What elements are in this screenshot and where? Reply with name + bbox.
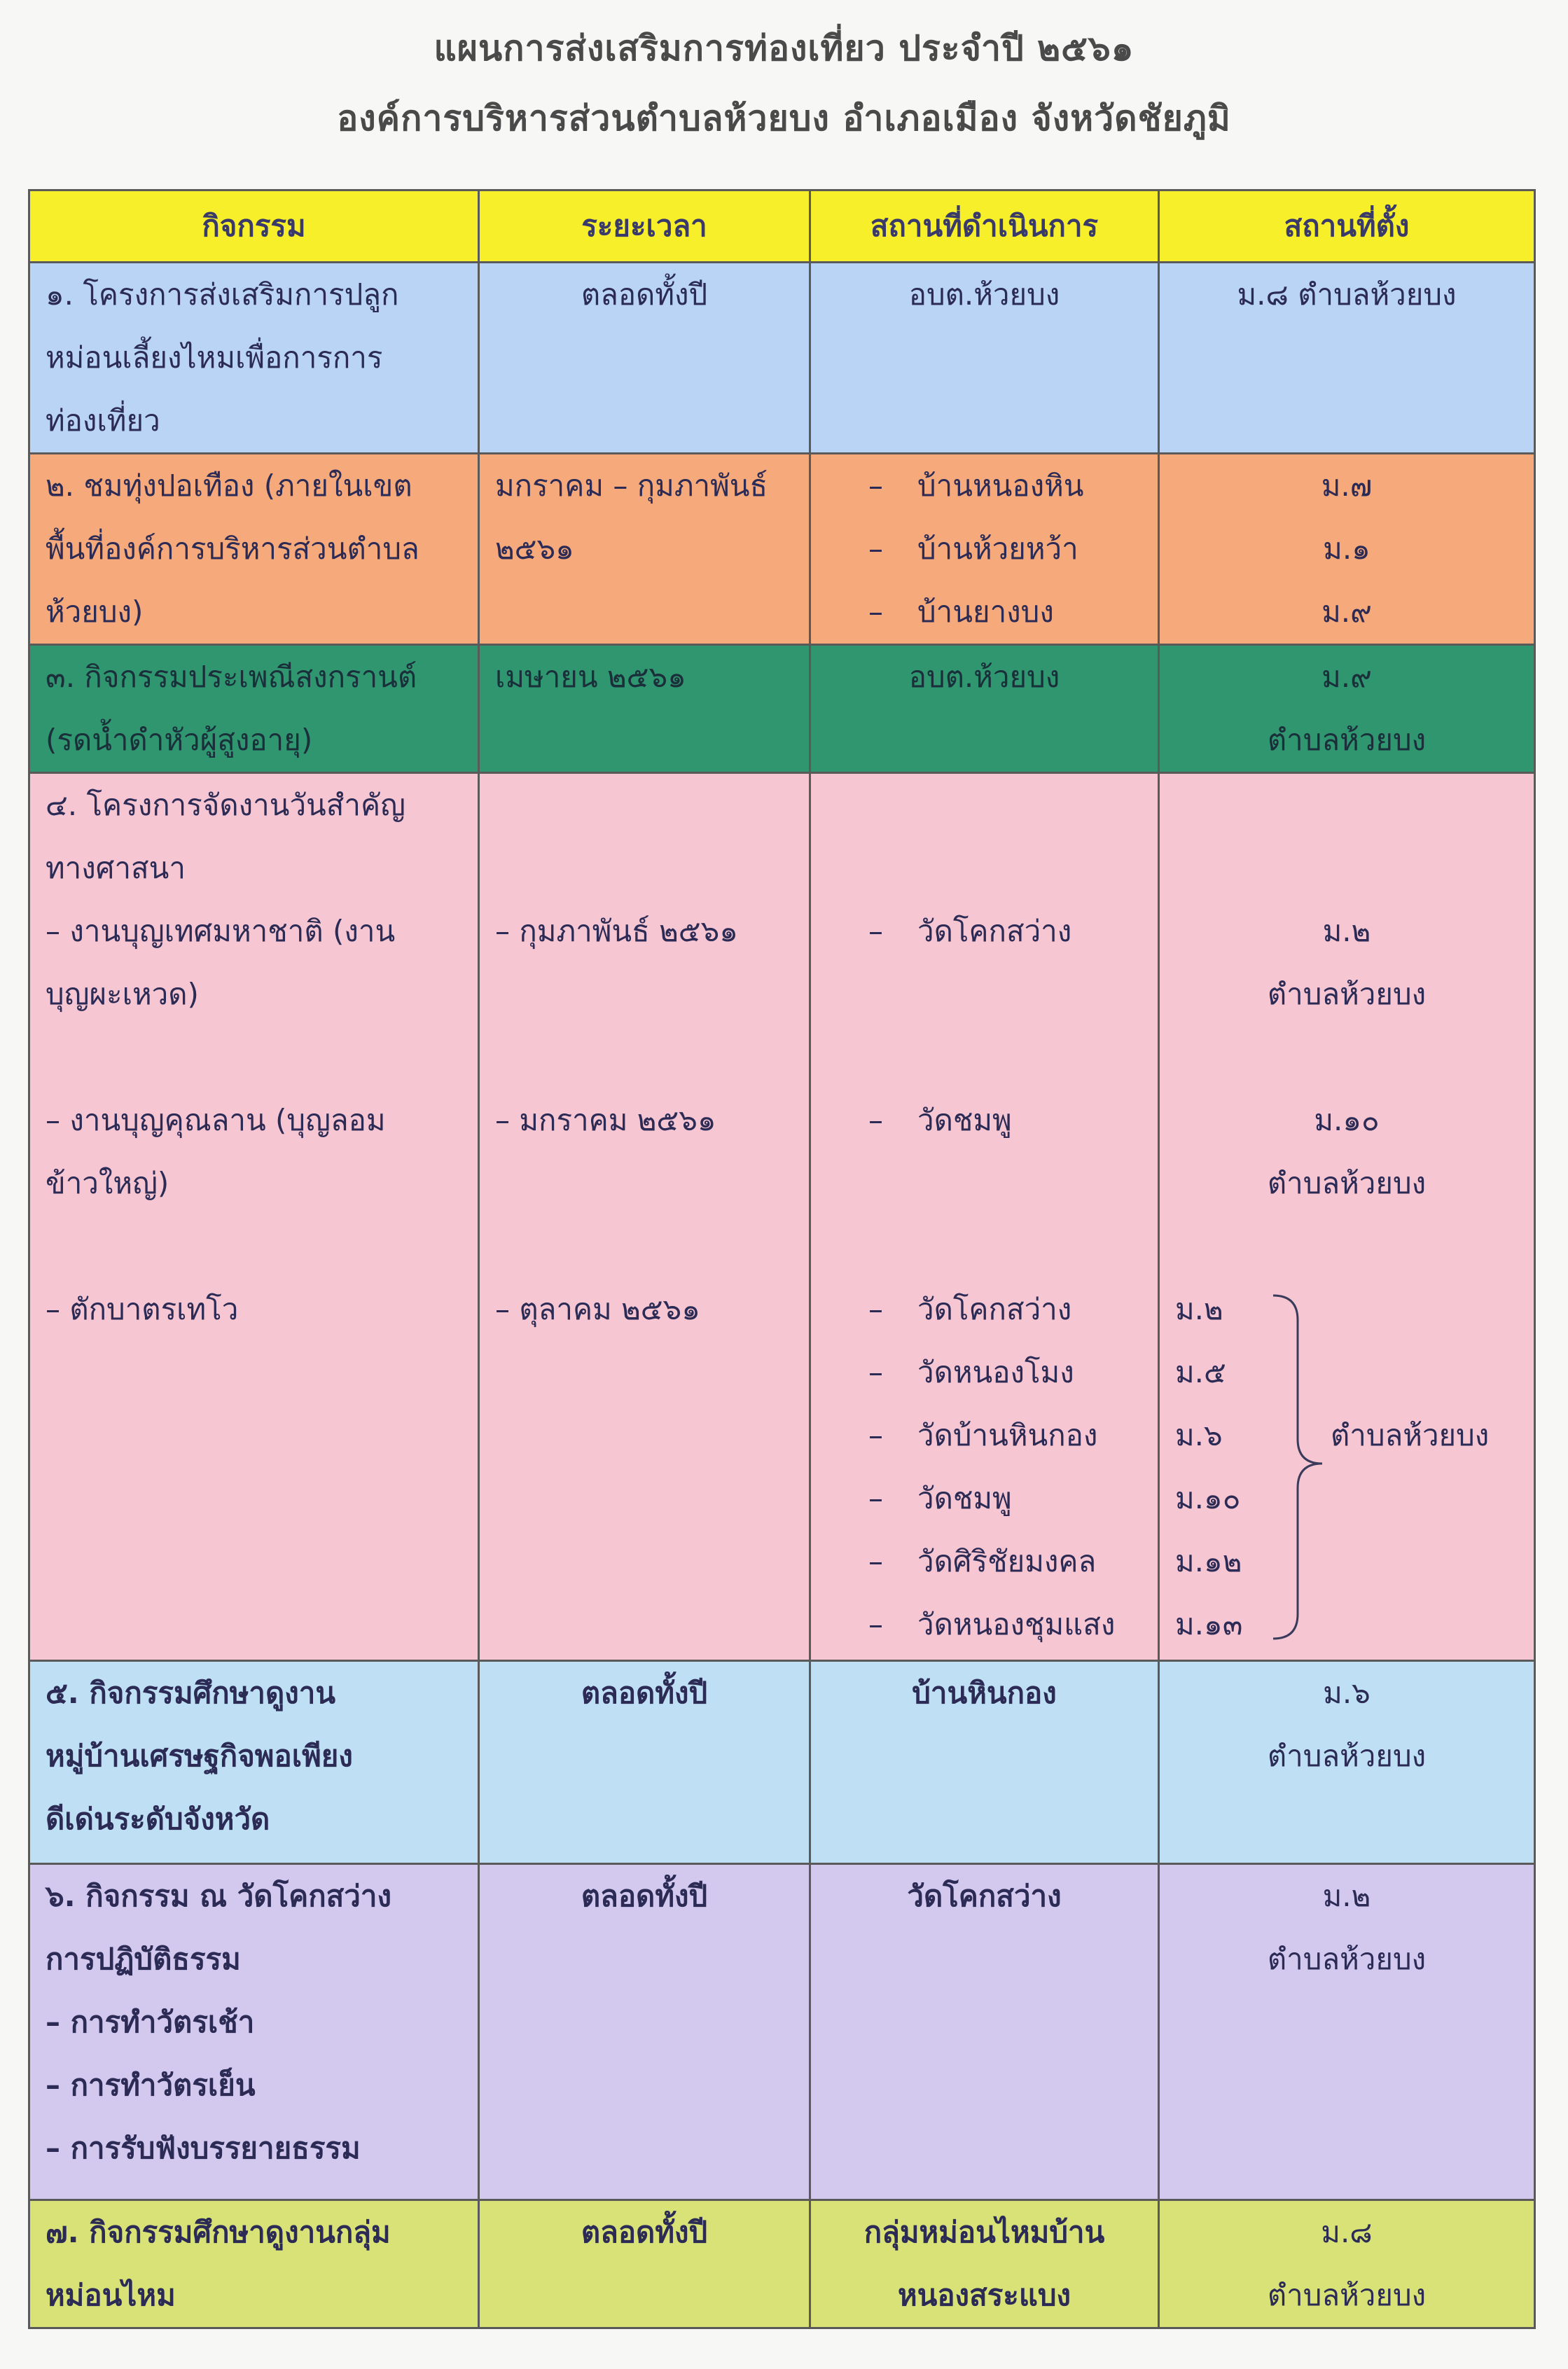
period-cell bbox=[479, 773, 810, 1661]
spacer bbox=[826, 774, 1142, 900]
activity-line: – การทำวัตรเช้า bbox=[46, 2005, 255, 2039]
dash: – bbox=[868, 532, 883, 566]
venue-line bbox=[826, 581, 1142, 644]
spacer bbox=[495, 963, 793, 1089]
header-activity: กิจกรรม bbox=[29, 190, 479, 263]
sub-activity-line: – ตักบาตรเทโว bbox=[46, 1292, 239, 1326]
period-cell bbox=[479, 1864, 810, 2200]
dash: – bbox=[868, 1418, 883, 1452]
location-cell bbox=[1159, 645, 1535, 773]
spacer bbox=[1175, 1026, 1518, 1089]
location-line: ตำบลห้วยบง bbox=[1267, 2278, 1427, 2312]
activity-cell bbox=[29, 1661, 479, 1864]
table-row bbox=[29, 263, 1535, 454]
moo-item: ม.๑๒ bbox=[1175, 1544, 1242, 1578]
dash: – bbox=[868, 914, 883, 948]
period-text: เมษายน ๒๕๖๑ bbox=[495, 660, 686, 694]
spacer bbox=[495, 774, 793, 900]
tourism-plan-table bbox=[28, 189, 1536, 2329]
location-line: ม.๗ bbox=[1321, 468, 1373, 503]
dash: – bbox=[868, 595, 883, 629]
venue-cell bbox=[810, 454, 1159, 645]
period-text: ตลอดทั้งปี bbox=[581, 1676, 708, 1710]
sub-activity-line: บุญผะเหวด) bbox=[46, 977, 199, 1011]
venue-cell bbox=[810, 645, 1159, 773]
venue-line bbox=[826, 1467, 1142, 1530]
period-cell bbox=[479, 645, 810, 773]
venue-text: วัดหนองชุมแสง bbox=[917, 1607, 1116, 1641]
location-line: ม.๘ bbox=[1321, 2215, 1373, 2249]
period-line: – มกราคม ๒๕๖๑ bbox=[495, 1103, 716, 1137]
location-line: ม.๙ bbox=[1321, 595, 1372, 629]
activity-line: หม่อนไหม bbox=[46, 2278, 176, 2312]
location-line: ม.๖ bbox=[1323, 1676, 1371, 1710]
location-cell bbox=[1159, 1864, 1535, 2200]
activity-line: ๒. ชมทุ่งปอเทือง (ภายในเขต bbox=[46, 468, 412, 503]
table-row bbox=[29, 645, 1535, 773]
header-venue: สถานที่ดำเนินการ bbox=[810, 190, 1159, 263]
spacer bbox=[46, 1026, 462, 1089]
venue-text: วัดหนองโมง bbox=[917, 1355, 1074, 1389]
header-period: ระยะเวลา bbox=[479, 190, 810, 263]
venue-line bbox=[826, 1530, 1142, 1593]
venue-text: บ้านยางบง bbox=[917, 595, 1054, 629]
venue-line: กลุ่มหม่อนไหมบ้าน bbox=[863, 2215, 1105, 2249]
venue-text: วัดบ้านหินกอง bbox=[917, 1418, 1098, 1452]
moo-item: ม.๕ bbox=[1175, 1355, 1226, 1389]
activity-line: ท่องเที่ยว bbox=[46, 403, 160, 438]
dash: – bbox=[868, 1103, 883, 1137]
activity-cell bbox=[29, 773, 479, 1661]
venue-line bbox=[826, 1089, 1142, 1152]
activity-line: หมู่บ้านเศรษฐกิจพอเพียง bbox=[46, 1739, 353, 1773]
venue-text: บ้านหินกอง bbox=[912, 1676, 1057, 1710]
venue-text: อบต.ห้วยบง bbox=[908, 660, 1060, 694]
spacer bbox=[826, 963, 1142, 1089]
period-text: ตลอดทั้งปี bbox=[581, 1879, 708, 1913]
location-cell bbox=[1159, 263, 1535, 454]
activity-line: ๗. กิจกรรมศึกษาดูงานกลุ่ม bbox=[46, 2215, 391, 2249]
location-label: ตำบลห้วยบง bbox=[1331, 1418, 1490, 1452]
venue-text: บ้านหนองหิน bbox=[917, 468, 1084, 503]
venue-text: วัดชมพู bbox=[917, 1481, 1012, 1515]
location-line: ม.๙ bbox=[1321, 660, 1372, 694]
spacer bbox=[1175, 774, 1518, 900]
period-line: ๒๕๖๑ bbox=[495, 532, 574, 566]
header-location: สถานที่ตั้ง bbox=[1159, 190, 1535, 263]
venue-text: วัดโคกสว่าง bbox=[917, 914, 1072, 948]
table-header-row bbox=[29, 190, 1535, 263]
activity-line: ๑. โครงการส่งเสริมการปลูก bbox=[46, 277, 399, 312]
location-line: ม.๑๐ bbox=[1314, 1103, 1380, 1137]
activity-cell bbox=[29, 2200, 479, 2328]
venue-line bbox=[826, 900, 1142, 963]
dash: – bbox=[868, 1481, 883, 1515]
period-cell bbox=[479, 263, 810, 454]
table-row bbox=[29, 1864, 1535, 2200]
venue-line bbox=[826, 1593, 1142, 1656]
activity-cell bbox=[29, 645, 479, 773]
activity-line: ห้วยบง) bbox=[46, 595, 144, 629]
activity-line: ดีเด่นระดับจังหวัด bbox=[46, 1802, 270, 1836]
activity-line: – การทำวัตรเย็น bbox=[46, 2068, 256, 2102]
activity-line: ๔. โครงการจัดงานวันสำคัญ bbox=[46, 788, 405, 822]
period-cell bbox=[479, 1661, 810, 1864]
activity-line: ๖. กิจกรรม ณ วัดโคกสว่าง bbox=[46, 1879, 391, 1913]
dash: – bbox=[868, 1607, 883, 1641]
venue-cell bbox=[810, 263, 1159, 454]
location-line: ม.๒ bbox=[1322, 1879, 1371, 1913]
period-text: ตลอดทั้งปี bbox=[581, 2215, 708, 2249]
activity-line: (รดน้ำดำหัวผู้สูงอายุ) bbox=[46, 723, 313, 757]
location-cell bbox=[1159, 1661, 1535, 1864]
location-cell bbox=[1159, 2200, 1535, 2328]
period-cell bbox=[479, 2200, 810, 2328]
moo-item: ม.๖ bbox=[1175, 1418, 1223, 1452]
dash: – bbox=[868, 1292, 883, 1326]
activity-cell bbox=[29, 263, 479, 454]
venue-line bbox=[826, 1278, 1142, 1341]
activity-line: ทางศาสนา bbox=[46, 851, 186, 885]
activity-line: พื้นที่องค์การบริหารส่วนตำบล bbox=[46, 532, 419, 566]
moo-item: ม.๑๐ bbox=[1175, 1481, 1241, 1515]
sub-activity-line: – งานบุญเทศมหาชาติ (งาน bbox=[46, 914, 396, 948]
activity-cell bbox=[29, 1864, 479, 2200]
activity-line: การปฏิบัติธรรม bbox=[46, 1942, 241, 1976]
spacer bbox=[1175, 1215, 1518, 1278]
table-row bbox=[29, 773, 1535, 1661]
venue-line bbox=[826, 517, 1142, 581]
venue-line: หนองสระแบง bbox=[897, 2278, 1071, 2312]
spacer bbox=[495, 1152, 793, 1278]
venue-text: วัดชมพู bbox=[917, 1103, 1012, 1137]
activity-line: หม่อนเลี้ยงไหมเพื่อการการ bbox=[46, 340, 383, 375]
venue-cell bbox=[810, 1661, 1159, 1864]
venue-line bbox=[826, 1341, 1142, 1404]
period-line: – ตุลาคม ๒๕๖๑ bbox=[495, 1292, 700, 1326]
location-line: ม.๒ bbox=[1322, 914, 1371, 948]
activity-line: ๓. กิจกรรมประเพณีสงกรานต์ bbox=[46, 660, 417, 694]
location-cell bbox=[1159, 773, 1535, 1661]
document-subtitle: องค์การบริหารส่วนตำบลห้วยบง อำเภอเมือง จังหวัดชัยภูมิ bbox=[337, 98, 1231, 139]
venue-line bbox=[826, 1404, 1142, 1467]
venue-text: วัดโคกสว่าง bbox=[917, 1292, 1072, 1326]
location-line: ตำบลห้วยบง bbox=[1267, 977, 1427, 1011]
table-row bbox=[29, 1661, 1535, 1864]
moo-item: ม.๑๓ bbox=[1175, 1607, 1243, 1641]
dash: – bbox=[868, 1544, 883, 1578]
venue-text: วัดศิริชัยมงคล bbox=[917, 1544, 1097, 1578]
moo-item: ม.๒ bbox=[1175, 1292, 1223, 1326]
venue-text: บ้านห้วยหว้า bbox=[917, 532, 1078, 566]
period-cell bbox=[479, 454, 810, 645]
period-line: – กุมภาพันธ์ ๒๕๖๑ bbox=[495, 914, 738, 948]
venue-cell bbox=[810, 2200, 1159, 2328]
spacer bbox=[826, 1152, 1142, 1278]
period-text: ตลอดทั้งปี bbox=[581, 277, 708, 312]
period-line: มกราคม – กุมภาพันธ์ bbox=[495, 468, 768, 503]
moo-list bbox=[1175, 1278, 1242, 1656]
location-cell bbox=[1159, 454, 1535, 645]
document-title: แผนการส่งเสริมการท่องเที่ยว ประจำปี ๒๕๖๑ bbox=[433, 28, 1135, 69]
venue-line bbox=[826, 454, 1142, 517]
curly-brace-icon bbox=[1270, 1292, 1326, 1642]
location-text: ม.๘ ตำบลห้วยบง bbox=[1237, 277, 1457, 312]
dash: – bbox=[868, 1355, 883, 1389]
spacer bbox=[46, 1215, 462, 1278]
venue-text: วัดโคกสว่าง bbox=[907, 1879, 1062, 1913]
venue-text: อบต.ห้วยบง bbox=[908, 277, 1060, 312]
activity-cell bbox=[29, 454, 479, 645]
location-line: ม.๑ bbox=[1323, 532, 1371, 566]
venue-cell bbox=[810, 1864, 1159, 2200]
location-line: ตำบลห้วยบง bbox=[1267, 1739, 1427, 1773]
table-row bbox=[29, 454, 1535, 645]
sub-activity-line: – งานบุญคุณลาน (บุญลอม bbox=[46, 1103, 386, 1137]
dash: – bbox=[868, 468, 883, 503]
location-line: ตำบลห้วยบง bbox=[1267, 723, 1427, 757]
activity-line: ๕. กิจกรรมศึกษาดูงาน bbox=[46, 1676, 336, 1710]
location-line: ตำบลห้วยบง bbox=[1267, 1942, 1427, 1976]
venue-cell bbox=[810, 773, 1159, 1661]
sub-activity-line: ข้าวใหญ่) bbox=[46, 1166, 169, 1200]
location-line: ตำบลห้วยบง bbox=[1267, 1166, 1427, 1200]
table-row bbox=[29, 2200, 1535, 2328]
activity-line: – การรับฟังบรรยายธรรม bbox=[46, 2131, 361, 2165]
